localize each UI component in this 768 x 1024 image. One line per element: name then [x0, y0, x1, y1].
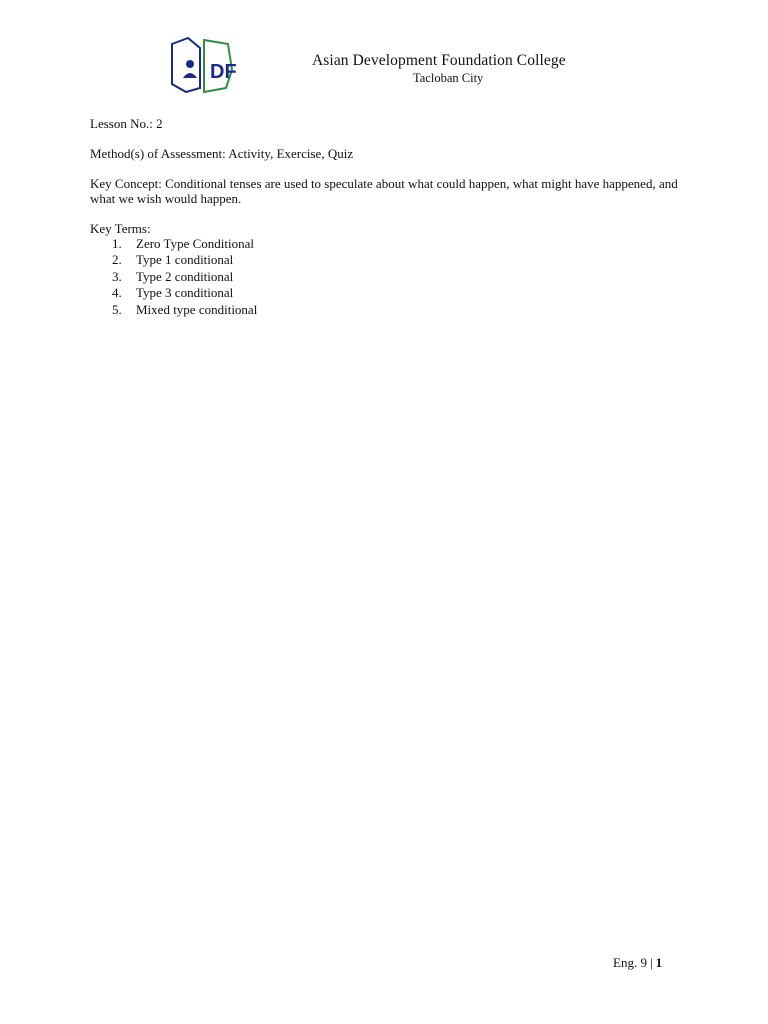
list-item-number: 1.: [112, 236, 122, 251]
list-item-number: 4.: [112, 285, 122, 301]
page-footer: [613, 955, 662, 971]
list-item-text: Mixed type conditional: [136, 301, 258, 317]
list-item-number: 3.: [112, 268, 122, 284]
assessment-methods: Method(s) of Assessment: Activity, Exercise, Quiz: [90, 146, 354, 161]
list-item: [112, 269, 257, 285]
footer-separator: |: [649, 955, 653, 970]
list-item: [112, 252, 257, 268]
list-item-text: Zero Type Conditional: [136, 236, 254, 251]
key-terms-list: [112, 236, 257, 318]
key-concept: Key Concept: Conditional tenses are used to speculate about what could happen, what might have happened, and what we wish would happen.: [90, 176, 678, 206]
footer-page-number: 1: [655, 955, 663, 970]
list-item: [112, 285, 257, 301]
school-city: Tacloban City: [413, 71, 484, 85]
school-name: Asian Development Foundation College: [312, 52, 566, 69]
list-item-number: 5.: [112, 301, 122, 317]
list-item-text: Type 3 conditional: [136, 285, 234, 301]
key-terms-label: Key Terms:: [90, 221, 151, 236]
list-item: [112, 236, 257, 252]
logo-initials: DF: [210, 61, 236, 83]
footer-course: Eng. 9: [613, 955, 647, 970]
list-item-text: Type 1 conditional: [136, 252, 234, 268]
list-item-text: Type 2 conditional: [136, 268, 234, 284]
list-item-number: 2.: [112, 252, 122, 268]
list-item: [112, 302, 257, 318]
lesson-number: Lesson No.: 2: [90, 116, 163, 131]
school-logo: [166, 34, 236, 96]
